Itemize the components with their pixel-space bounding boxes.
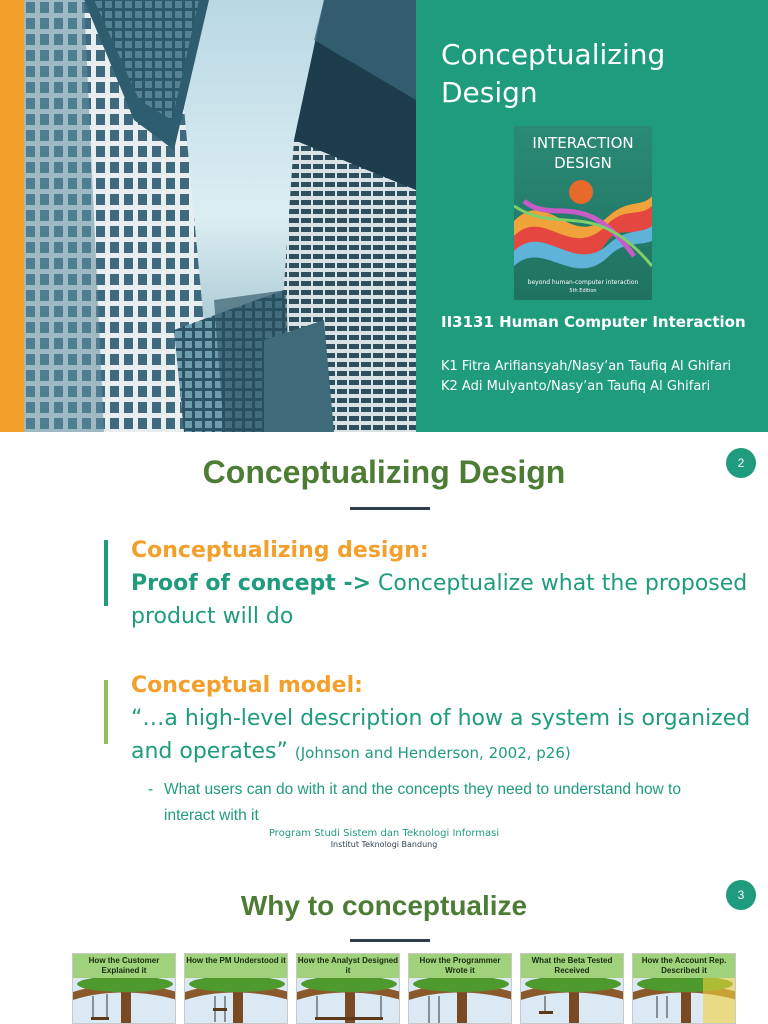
slide1-title: [441, 36, 751, 112]
why-to-conceptualize-slide: [0, 864, 768, 1024]
title-underline: [350, 507, 430, 510]
title-line-2: Design: [441, 76, 538, 109]
page-number-badge: 3: [726, 880, 756, 910]
bullet-dash: -: [148, 781, 154, 798]
cartoon-panel: [632, 953, 736, 1024]
tree-swing-image: [633, 978, 736, 1024]
panel-caption: How the Customer Explained it: [73, 954, 175, 978]
book-title-line-2: DESIGN: [554, 154, 612, 172]
course-name: II3131 Human Computer Interaction: [441, 313, 746, 331]
conceptual-model-block: [131, 669, 751, 770]
panel-caption: How the PM Understood it: [185, 954, 287, 978]
bullet-item: [148, 777, 728, 829]
proof-of-concept-label: Proof of concept ->: [131, 571, 372, 596]
block2-accent-bar: [104, 680, 108, 744]
cartoon-panel: [184, 953, 288, 1024]
panel-caption: How the Account Rep. Described it: [633, 954, 735, 978]
book-subtitle: beyond human-computer interaction: [527, 279, 639, 286]
book-title-line-1: INTERACTION: [532, 134, 634, 152]
block2-heading: Conceptual model:: [131, 673, 363, 698]
tree-swing-cartoon-strip: [72, 953, 736, 1024]
panel-caption: How the Analyst Designed it: [297, 954, 399, 978]
tree-swing-image: [297, 978, 400, 1024]
tree-swing-image: [185, 978, 288, 1024]
block1-accent-bar: [104, 540, 108, 606]
conceptualizing-design-block: [131, 534, 751, 633]
orange-accent-bar: [0, 0, 24, 432]
slide3-title: Why to conceptualize: [240, 890, 528, 921]
cartoon-panel: [408, 953, 512, 1024]
block1-heading: Conceptualizing design:: [131, 538, 429, 563]
citation: (Johnson and Henderson, 2002, p26): [294, 744, 571, 762]
book-edition: 5th Edition: [569, 288, 597, 294]
class-k1-lecturers: K1 Fitra Arifiansyah/Nasy’an Taufiq Al Ghifari: [441, 359, 732, 374]
book-cover-image: [514, 126, 652, 300]
footer-program: Program Studi Sistem dan Teknologi Informasi: [268, 828, 500, 839]
panel-caption: What the Beta Tested Received: [521, 954, 623, 978]
tree-swing-image: [409, 978, 512, 1024]
cartoon-panel: [72, 953, 176, 1024]
title-slide: [0, 0, 768, 432]
title-line-1: Conceptualizing: [441, 38, 666, 71]
proof-of-concept-text: Conceptualize what the proposed product will do: [131, 571, 748, 629]
conceptual-model-quote: “…a high-level description of how a system is organized and operates”: [131, 706, 751, 764]
tree-swing-image: [521, 978, 624, 1024]
footer-institute: Institut Teknologi Bandung: [330, 840, 438, 849]
conceptualizing-design-slide: [0, 432, 768, 864]
panel-caption: How the Programmer Wrote it: [409, 954, 511, 978]
page-number-badge: 2: [726, 448, 756, 478]
title-underline: [350, 939, 430, 942]
skyscrapers-photo: [24, 0, 416, 432]
cartoon-panel: [520, 953, 624, 1024]
cartoon-panel: [296, 953, 400, 1024]
slide2-title: Conceptualizing Design: [202, 454, 566, 490]
tree-swing-image: [73, 978, 176, 1024]
class-k2-lecturers: K2 Adi Mulyanto/Nasy’an Taufiq Al Ghifari: [441, 379, 711, 394]
bullet-text: What users can do with it and the concepts they need to understand how to interact with it: [164, 781, 681, 824]
